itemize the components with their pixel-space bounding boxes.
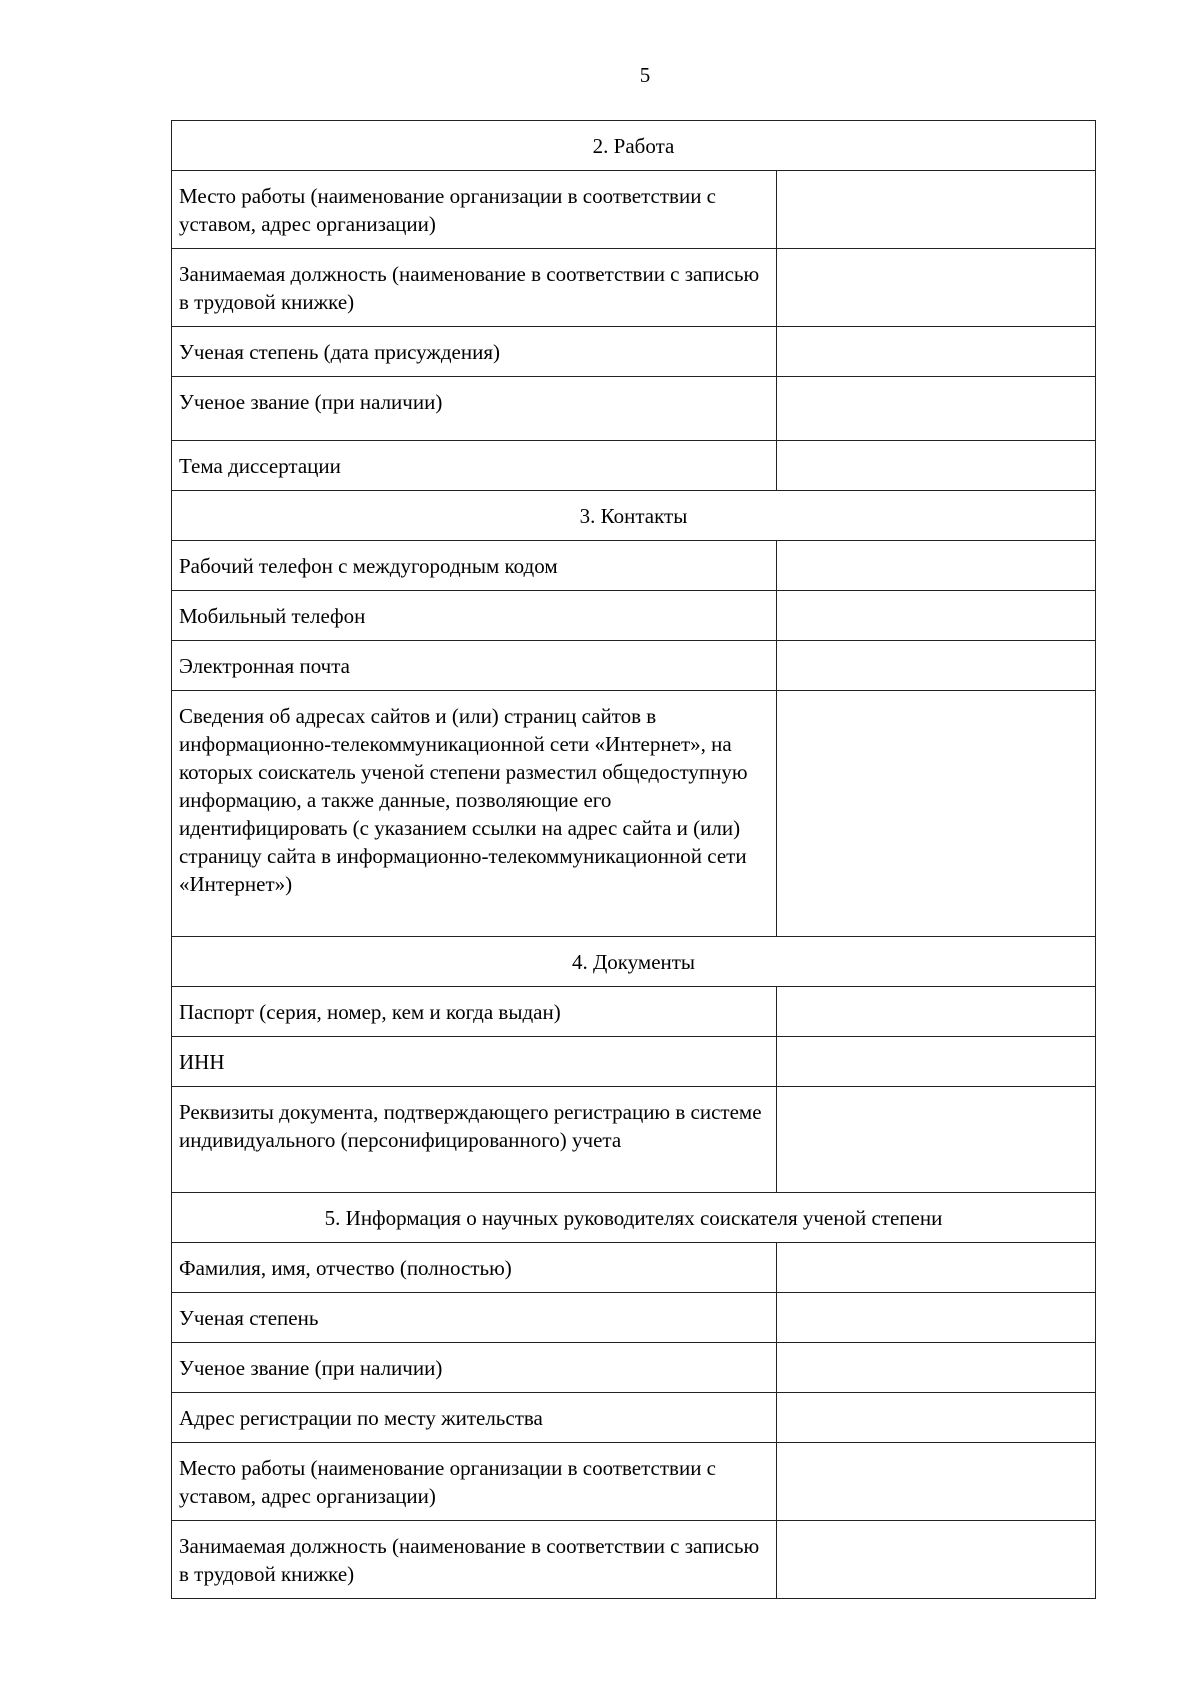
field-label: Паспорт (серия, номер, кем и когда выдан): [172, 987, 777, 1037]
field-label: Занимаемая должность (наименование в соответствии с записью в трудовой книжке): [172, 249, 777, 327]
field-value-cell[interactable]: [777, 249, 1096, 327]
table-row: [172, 1343, 1096, 1393]
field-value-cell[interactable]: [777, 171, 1096, 249]
page-number: 5: [639, 63, 651, 87]
field-label: ИНН: [172, 1037, 777, 1087]
section-header-row: [172, 121, 1096, 171]
field-value-cell[interactable]: [777, 591, 1096, 641]
table-row: [172, 641, 1096, 691]
table-row: [172, 987, 1096, 1037]
table-row: [172, 1521, 1096, 1599]
section-title: 2. Работа: [172, 121, 1096, 171]
field-value-cell[interactable]: [777, 1443, 1096, 1521]
table-row: [172, 691, 1096, 937]
applicant-info-table: [171, 120, 1096, 1599]
field-label: Ученое звание (при наличии): [172, 1343, 777, 1393]
field-label: Тема диссертации: [172, 441, 777, 491]
field-value-cell[interactable]: [777, 641, 1096, 691]
field-value-cell[interactable]: [777, 377, 1096, 441]
table-row: [172, 377, 1096, 441]
field-value-cell[interactable]: [777, 541, 1096, 591]
table-row: [172, 1243, 1096, 1293]
field-value-cell[interactable]: [777, 1037, 1096, 1087]
table-row: [172, 1037, 1096, 1087]
field-value-cell[interactable]: [777, 1243, 1096, 1293]
field-value-cell[interactable]: [777, 1343, 1096, 1393]
field-value-cell[interactable]: [777, 1521, 1096, 1599]
field-value-cell[interactable]: [777, 1087, 1096, 1193]
table-body: [172, 121, 1096, 1599]
section-title: 3. Контакты: [172, 491, 1096, 541]
field-label: Фамилия, имя, отчество (полностью): [172, 1243, 777, 1293]
field-label: Занимаемая должность (наименование в соответствии с записью в трудовой книжке): [172, 1521, 777, 1599]
field-value-cell[interactable]: [777, 1393, 1096, 1443]
field-label: Ученая степень: [172, 1293, 777, 1343]
section-header-row: [172, 1193, 1096, 1243]
field-label: Место работы (наименование организации в соответствии с уставом, адрес организации): [172, 1443, 777, 1521]
table-row: [172, 1443, 1096, 1521]
field-label: Электронная почта: [172, 641, 777, 691]
table-row: [172, 1293, 1096, 1343]
field-value-cell[interactable]: [777, 987, 1096, 1037]
field-value-cell[interactable]: [777, 1293, 1096, 1343]
table-row: [172, 327, 1096, 377]
table-row: [172, 1393, 1096, 1443]
table-row: [172, 171, 1096, 249]
field-label: Мобильный телефон: [172, 591, 777, 641]
section-title: 4. Документы: [172, 937, 1096, 987]
field-value-cell[interactable]: [777, 327, 1096, 377]
field-value-cell[interactable]: [777, 441, 1096, 491]
field-label: Ученая степень (дата присуждения): [172, 327, 777, 377]
table-row: [172, 591, 1096, 641]
section-header-row: [172, 937, 1096, 987]
field-label: Реквизиты документа, подтверждающего регистрацию в системе индивидуального (персонифицированного) учета: [172, 1087, 777, 1193]
field-label: Место работы (наименование организации в соответствии с уставом, адрес организации): [172, 171, 777, 249]
section-header-row: [172, 491, 1096, 541]
table-row: [172, 1087, 1096, 1193]
field-value-cell[interactable]: [777, 691, 1096, 937]
field-label: Рабочий телефон с междугородным кодом: [172, 541, 777, 591]
field-label: Сведения об адресах сайтов и (или) страниц сайтов в информационно-телекоммуникационной сети «Интернет», на которых соискатель ученой степени разместил общедоступную информацию, а также данные, позволяющие его идентифицировать (с указанием ссылки на адрес сайта и (или) страницу сайта в информационно-телекоммуникационной сети «Интернет»): [172, 691, 777, 937]
table-row: [172, 249, 1096, 327]
section-title: 5. Информация о научных руководителях соискателя ученой степени: [172, 1193, 1096, 1243]
field-label: Ученое звание (при наличии): [172, 377, 777, 441]
table-row: [172, 541, 1096, 591]
table-row: [172, 441, 1096, 491]
field-label: Адрес регистрации по месту жительства: [172, 1393, 777, 1443]
